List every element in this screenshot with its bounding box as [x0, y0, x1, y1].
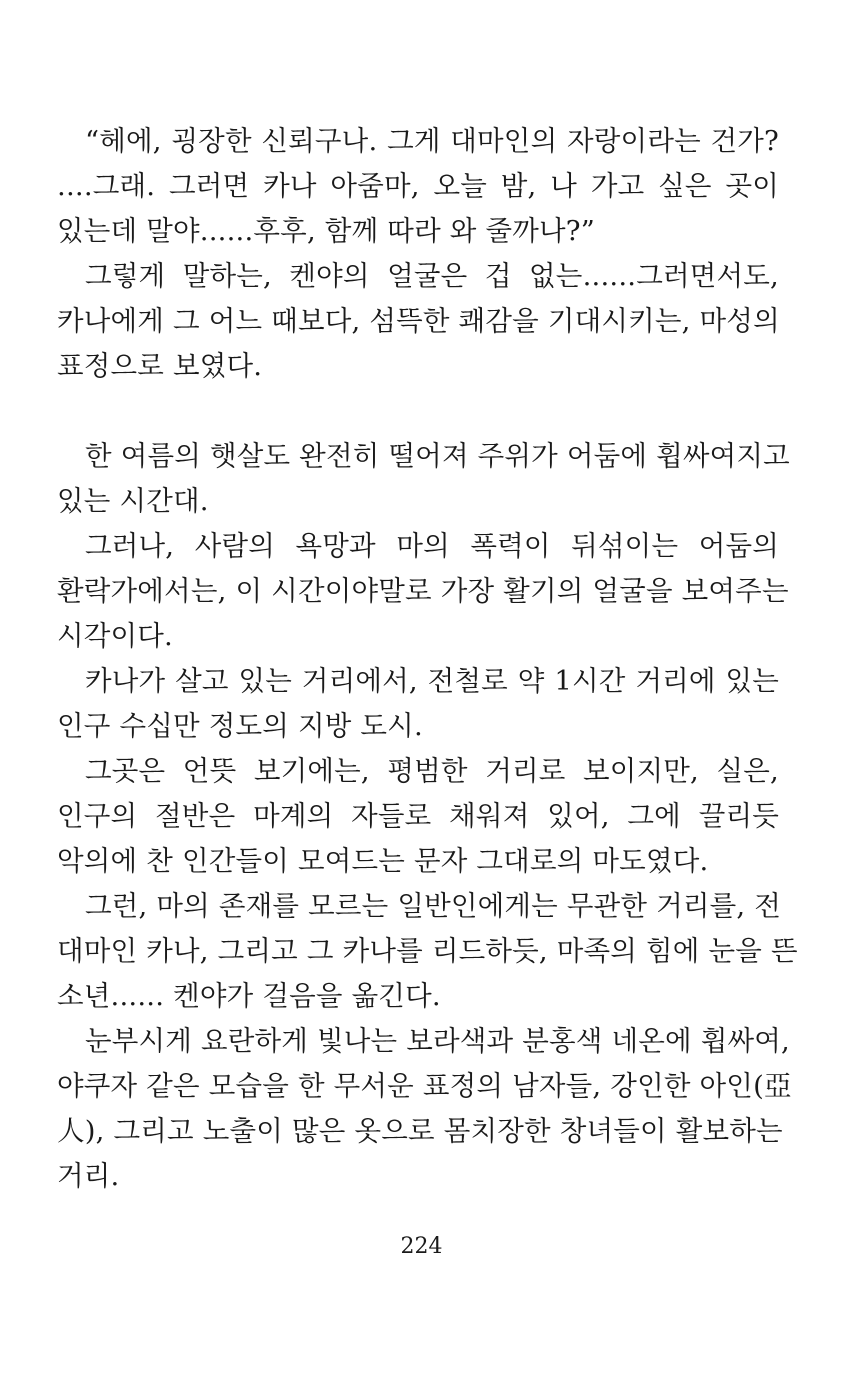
- page-number: 224: [400, 1234, 443, 1259]
- text-line: 한 여름의 햇살도 완전히 떨어져 주위가 어둠에 휩싸여지고: [85, 440, 790, 472]
- text-line: 카나가 살고 있는 거리에서, 전철로 약 1시간 거리에 있는: [85, 665, 779, 697]
- text-line: 그러나, 사람의 욕망과 마의 폭력이 뒤섞이는 어둠의: [85, 530, 779, 562]
- text-line: 人), 그리고 노출이 많은 옷으로 몸치장한 창녀들이 활보하는: [57, 1115, 783, 1147]
- text-line: 인구의 절반은 마계의 자들로 채워져 있어, 그에 끌리듯: [57, 800, 779, 832]
- text-line: 야쿠자 같은 모습을 한 무서운 표정의 남자들, 강인한 아인(亞: [57, 1070, 792, 1102]
- text-line: 눈부시게 요란하게 빛나는 보라색과 분홍색 네온에 휩싸여,: [85, 1025, 790, 1057]
- text-line: 있는 시간대.: [57, 485, 209, 517]
- text-line: 대마인 카나, 그리고 그 카나를 리드하듯, 마족의 힘에 눈을 뜬: [57, 935, 798, 967]
- text-line: 그런, 마의 존재를 모르는 일반인에게는 무관한 거리를, 전: [85, 890, 782, 922]
- text-line: 있는데 말야......후후, 함께 따라 와 줄까나?”: [57, 215, 595, 247]
- text-line: 인구 수십만 정도의 지방 도시.: [57, 710, 423, 742]
- text-line: 악의에 찬 인간들이 모여드는 문자 그대로의 마도였다.: [57, 845, 709, 877]
- text-line: 시각이다.: [57, 620, 174, 652]
- text-line: 표정으로 보였다.: [57, 350, 263, 382]
- text-line: 그곳은 언뜻 보기에는, 평범한 거리로 보이지만, 실은,: [85, 755, 779, 787]
- text-line: ....그래. 그러면 카나 아줌마, 오늘 밤, 나 가고 싶은 곳이: [57, 170, 779, 202]
- text-line: “헤에, 굉장한 신뢰구나. 그게 대마인의 자랑이라는 건가?: [85, 125, 779, 157]
- text-line: 환락가에서는, 이 시간이야말로 가장 활기의 얼굴을 보여주는: [57, 575, 789, 607]
- text-line: 그렇게 말하는, 켄야의 얼굴은 겁 없는......그러면서도,: [85, 260, 779, 292]
- text-line: 거리.: [57, 1160, 120, 1192]
- text-line: 소년...... 켄야가 걸음을 옮긴다.: [57, 980, 441, 1012]
- text-line: 카나에게 그 어느 때보다, 섬뜩한 쾌감을 기대시키는, 마성의: [57, 305, 780, 337]
